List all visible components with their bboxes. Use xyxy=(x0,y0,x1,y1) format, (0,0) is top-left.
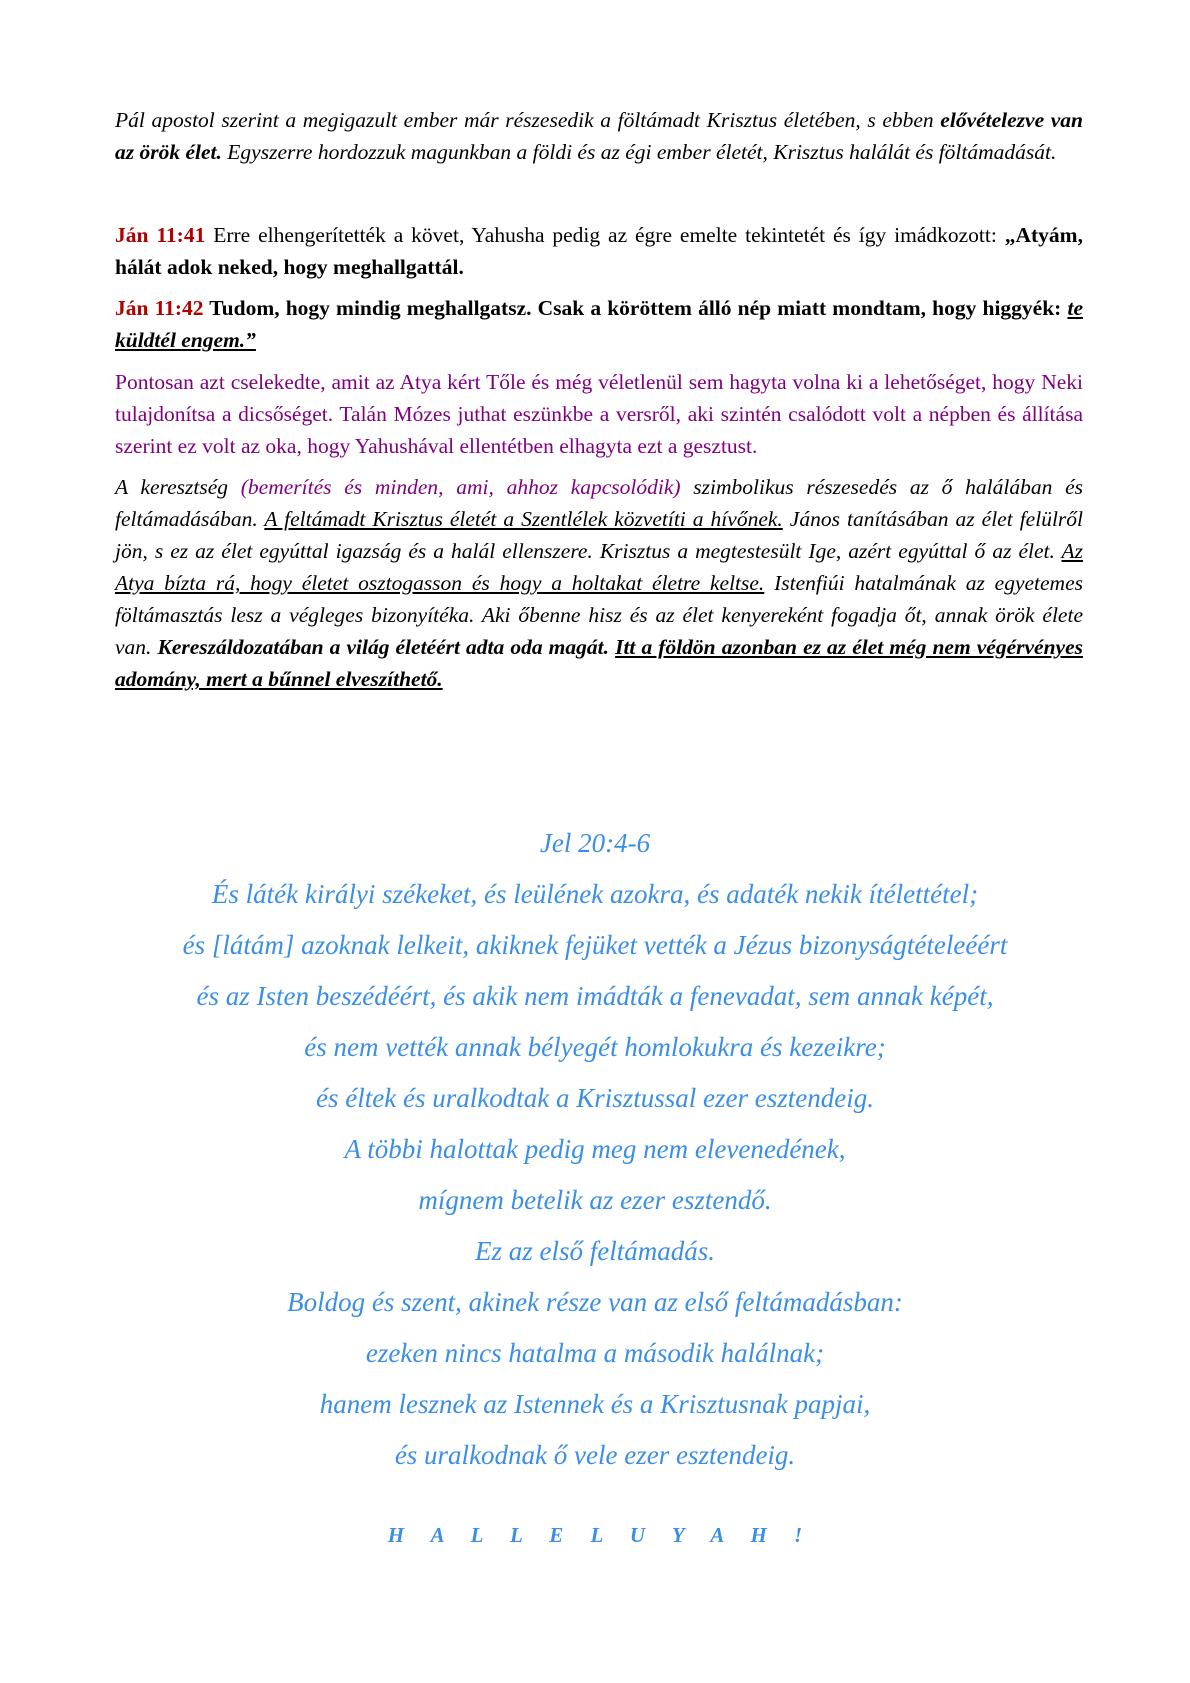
p3-text-purple: (bemerítés és minden, ami, ahhoz kapcsolódik) xyxy=(240,475,681,499)
poem-line: Boldog és szent, akinek része van az első feltámadásban: xyxy=(287,1287,903,1317)
verse-jan-11-41 xyxy=(115,219,1083,283)
verse-jan-11-42 xyxy=(115,292,1083,356)
verse-ref: Ján 11:42 xyxy=(115,296,204,320)
p3-text-c: János tanításában az élet felülről jön, s ez az élet egyúttal igazság és a halál ellenszere. Krisztus a megtestesült Ige, azért egyúttal ő az élet. xyxy=(115,507,1084,563)
p1-text-bold: elővételezve van az örök élet. xyxy=(115,108,1083,164)
poem-line: A többi halottak pedig meg nem elevenedének, xyxy=(344,1134,846,1164)
poem-line: és az Isten beszédéért, és akik nem imádták a fenevadat, sem annak képét, xyxy=(196,981,994,1011)
p3-text-b: szimbolikus részesedés az ő halálában és feltámadásában. xyxy=(115,475,1083,531)
poem-line: mígnem betelik az ezer esztendő. xyxy=(418,1185,772,1215)
verse-text: Erre elhengerítették a követ, Yahusha pedig az égre emelte tekintetét és így imádkozott: xyxy=(205,223,1005,247)
p3-text-a: A keresztség xyxy=(115,475,241,499)
verse-text-bold: „Atyám, hálát adok neked, hogy meghallgattál. xyxy=(115,223,1083,279)
p3-text-bold: Kereszáldozatában a világ életéért adta oda magát. xyxy=(157,635,609,659)
paragraph-keresztseg xyxy=(115,471,1083,695)
verse-text-bold: Tudom, hogy mindig meghallgatsz. Csak a köröttem álló nép miatt mondtam, hogy higgyék: xyxy=(203,296,1068,320)
verse-ref: Ján 11:41 xyxy=(115,223,206,247)
verse-text-underlined: te küldtél engem.” xyxy=(115,296,1083,352)
poem-line: és éltek és uralkodtak a Krisztussal ezer esztendeig. xyxy=(316,1083,874,1113)
p3-underline-2: Az Atya bízta rá, hogy életet osztogasson és hogy a holtakat életre keltse. xyxy=(115,539,1083,595)
p3-underline-1: A feltámadt Krisztus életét a Szentlélek közvetíti a hívőnek. xyxy=(264,507,783,531)
poem-revelation xyxy=(0,818,1190,1481)
poem-line: ezeken nincs hatalma a második halálnak; xyxy=(365,1338,825,1368)
poem-line: És láték királyi székeket, és leülének azokra, és adaték nekik ítélettétel; xyxy=(211,879,979,909)
p1-text-c: Egyszerre hordozzuk magunkban a földi és az égi ember életét, Krisztus halálát és föltámadását. xyxy=(221,140,1057,164)
paragraph-pal-apostol xyxy=(115,104,1083,168)
hallelujah-heading: H A L L E L U Y A H ! xyxy=(387,1523,803,1547)
poem-line: Ez az első feltámadás. xyxy=(475,1236,715,1266)
poem-line: hanem lesznek az Istennek és a Krisztusnak papjai, xyxy=(319,1389,871,1419)
p1-text-a: Pál apostol szerint a megigazult ember már részesedik a föltámadt Krisztus életében, s ebben xyxy=(115,108,941,132)
poem-line: és nem vették annak bélyegét homlokukra és kezeikre; xyxy=(304,1032,886,1062)
p3-text-bold-underline: Itt a földön azonban ez az élet még nem végérvényes adomány, mert a bűnnel elveszíthető. xyxy=(115,635,1083,691)
paragraph-commentary: Pontosan azt cselekedte, amit az Atya kért Tőle és még véletlenül sem hagyta volna ki a lehetőséget, hogy Neki tulajdonítsa a dicsőséget. Talán Mózes juthat eszünkbe a versről, aki szintén csalódott volt a népben és állítása szerint ez volt az oka, hogy Yahushával ellentétben elhagyta ezt a gesztust. xyxy=(115,370,1083,458)
poem-line: és [látám] azoknak lelkeit, akiknek fejüket vették a Jézus bizonyságtételeéért xyxy=(182,930,1008,960)
poem-reference: Jel 20:4-6 xyxy=(539,828,651,858)
poem-line: és uralkodnak ő vele ezer esztendeig. xyxy=(394,1440,796,1470)
p3-text-d: Istenfiúi hatalmának az egyetemes föltámasztás lesz a végleges bizonyítéka. Aki őbenne hisz és az élet kenyereként fogadja őt, annak örök élete van. xyxy=(115,571,1083,659)
